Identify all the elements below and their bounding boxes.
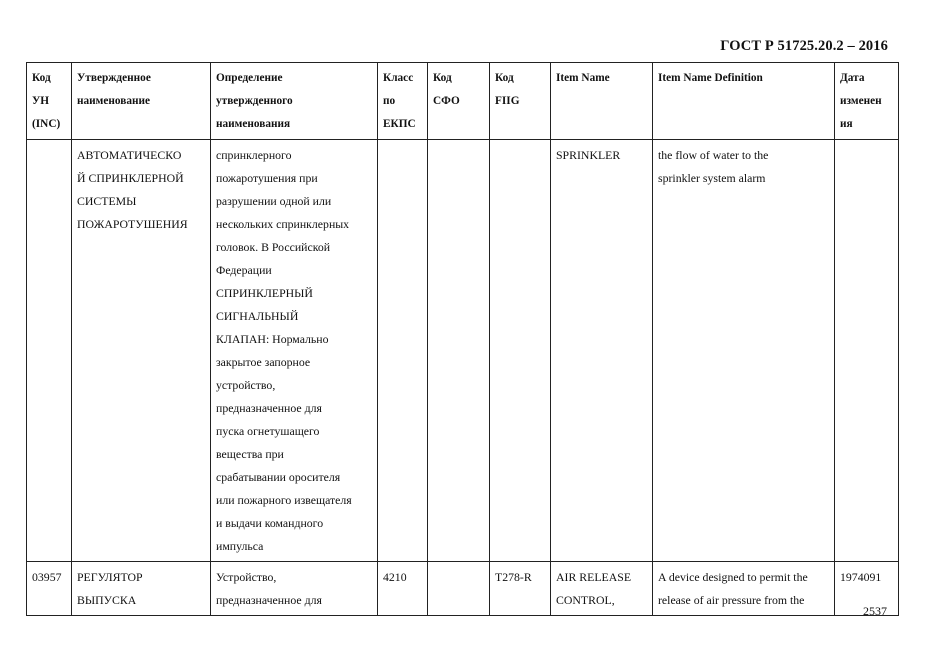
cell-fiig-code (490, 140, 551, 562)
table-row (27, 562, 899, 616)
cell-ekps-class: 4210 (378, 562, 428, 616)
cell-fiig-code: T278-R (490, 562, 551, 616)
cell-name-definition: Устройство, предназначенное для (211, 562, 378, 616)
header-sfo-code: Код СФО (428, 63, 490, 140)
cell-inc-code: 03957 (27, 562, 72, 616)
header-change-date: Дата изменен ия (835, 63, 899, 140)
header-name-definition: Определение утвержденного наименования (211, 63, 378, 140)
header-ekps-class: Класс по ЕКПС (378, 63, 428, 140)
cell-sfo-code (428, 562, 490, 616)
cell-approved-name: АВТОМАТИЧЕСКО Й СПРИНКЛЕРНОЙ СИСТЕМЫ ПОЖАРОТУШЕНИЯ (72, 140, 211, 562)
cell-ekps-class (378, 140, 428, 562)
cell-item-name: SPRINKLER (551, 140, 653, 562)
cell-change-date: 1974091 (835, 562, 899, 616)
header-item-name: Item Name (551, 63, 653, 140)
page-number: 2537 (863, 604, 887, 618)
header-fiig-code: Код FIIG (490, 63, 551, 140)
cell-inc-code (27, 140, 72, 562)
cell-sfo-code (428, 140, 490, 562)
header-inc-code: Код УН (INC) (27, 63, 72, 140)
cell-item-name: AIR RELEASE CONTROL, (551, 562, 653, 616)
cell-item-name-definition: the flow of water to the sprinkler system alarm (653, 140, 835, 562)
cell-name-definition: спринклерного пожаротушения при разрушении одной или нескольких спринклерных головок. В Российской Федерации СПРИНКЛЕРНЫЙ СИГНАЛЬНЫЙ КЛАПАН: Нормально закрытое запорное устройство, предназначенное для пуска огнетушащего вещества при срабатывании оросителя или пожарного извещателя и выдачи командного импульса (211, 140, 378, 562)
classification-table (26, 62, 899, 616)
cell-approved-name: РЕГУЛЯТОР ВЫПУСКА (72, 562, 211, 616)
header-approved-name: Утвержденное наименование (72, 63, 211, 140)
cell-change-date (835, 140, 899, 562)
table-row (27, 140, 899, 562)
table-header-row (27, 63, 899, 140)
document-standard-title: ГОСТ Р 51725.20.2 – 2016 (720, 38, 888, 54)
cell-item-name-definition: A device designed to permit the release of air pressure from the (653, 562, 835, 616)
header-item-name-definition: Item Name Definition (653, 63, 835, 140)
